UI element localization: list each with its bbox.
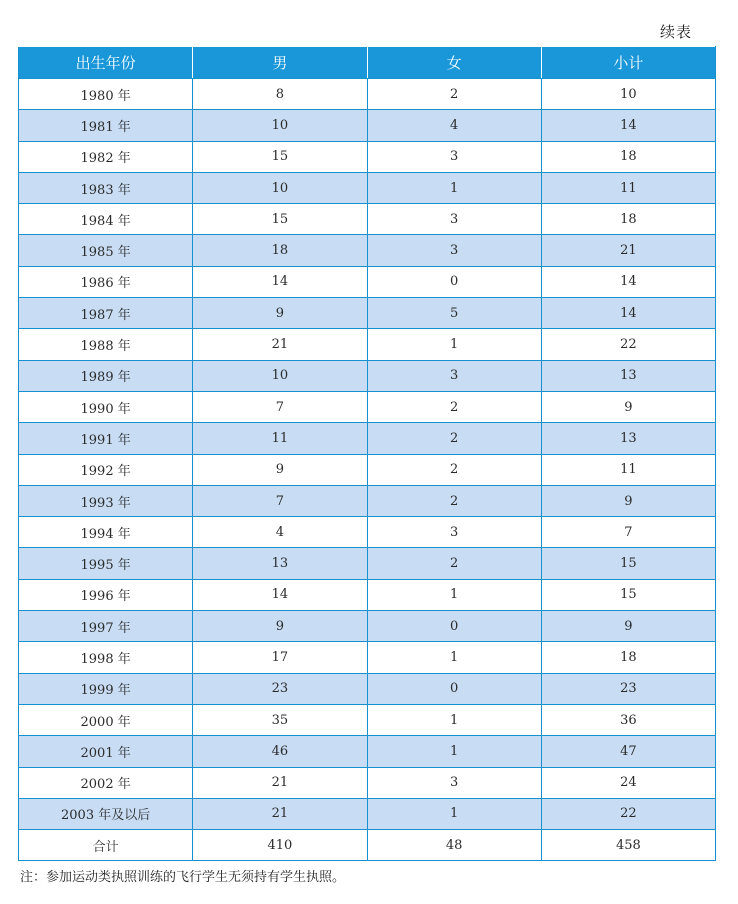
male-count-cell: 11 [193,423,367,454]
male-count-cell: 10 [193,172,367,203]
birth-year-cell: 1994 年 [19,517,193,548]
male-count-cell: 21 [193,329,367,360]
female-count-cell: 3 [367,235,541,266]
male-count-cell: 10 [193,110,367,141]
birth-year-cell: 1989 年 [19,360,193,391]
female-count-cell: 1 [367,329,541,360]
table-row [19,611,716,642]
subtotal-cell: 22 [541,798,715,829]
subtotal-cell: 7 [541,517,715,548]
subtotal-cell: 10 [541,79,715,110]
table-row [19,172,716,203]
male-count-cell: 4 [193,517,367,548]
birth-year-cell: 1988 年 [19,329,193,360]
male-count-cell: 410 [193,830,367,861]
birth-year-cell: 1982 年 [19,141,193,172]
continued-table-label: 续表 [659,23,692,41]
birth-year-cell: 1987 年 [19,298,193,329]
male-count-cell: 9 [193,298,367,329]
table-row [19,517,716,548]
birth-year-cell: 1996 年 [19,579,193,610]
table-row [19,485,716,516]
subtotal-cell: 15 [541,548,715,579]
table-row [19,454,716,485]
table-row [19,579,716,610]
male-count-cell: 14 [193,579,367,610]
subtotal-cell: 13 [541,360,715,391]
birth-year-cell: 1990 年 [19,391,193,422]
female-count-cell: 3 [367,141,541,172]
female-count-cell: 2 [367,391,541,422]
table-body [19,79,716,861]
male-count-cell: 10 [193,360,367,391]
birth-year-cell: 1984 年 [19,204,193,235]
female-count-cell: 3 [367,204,541,235]
subtotal-cell: 458 [541,830,715,861]
table-row [19,110,716,141]
table-header-row [19,47,716,79]
total-row [19,830,716,861]
female-count-cell: 1 [367,642,541,673]
male-count-cell: 46 [193,736,367,767]
birth-year-cell: 1993 年 [19,485,193,516]
birth-year-cell: 2003 年及以后 [19,798,193,829]
table-row [19,329,716,360]
male-count-cell: 14 [193,266,367,297]
male-count-cell: 21 [193,798,367,829]
subtotal-cell: 18 [541,141,715,172]
female-count-cell: 48 [367,830,541,861]
female-count-cell: 1 [367,798,541,829]
subtotal-cell: 24 [541,767,715,798]
female-count-cell: 0 [367,266,541,297]
birth-year-cell: 1999 年 [19,673,193,704]
male-count-cell: 9 [193,454,367,485]
female-count-cell: 3 [367,517,541,548]
table-row [19,360,716,391]
subtotal-cell: 9 [541,485,715,516]
female-count-cell: 1 [367,736,541,767]
table-row [19,704,716,735]
female-count-cell: 2 [367,423,541,454]
table-row [19,423,716,454]
male-count-cell: 17 [193,642,367,673]
female-count-cell: 3 [367,360,541,391]
male-count-cell: 9 [193,611,367,642]
female-count-cell: 0 [367,673,541,704]
male-count-cell: 13 [193,548,367,579]
male-count-cell: 18 [193,235,367,266]
female-count-cell: 1 [367,579,541,610]
subtotal-cell: 22 [541,329,715,360]
birth-year-cell: 1991 年 [19,423,193,454]
subtotal-cell: 36 [541,704,715,735]
male-count-cell: 21 [193,767,367,798]
birth-year-cell: 1997 年 [19,611,193,642]
birth-year-cell: 2002 年 [19,767,193,798]
female-count-cell: 2 [367,454,541,485]
table-row [19,548,716,579]
table-row [19,798,716,829]
header-female: 女 [367,47,541,79]
male-count-cell: 15 [193,141,367,172]
subtotal-cell: 13 [541,423,715,454]
table-row [19,79,716,110]
subtotal-cell: 18 [541,204,715,235]
table-footnote: 注：参加运动类执照训练的飞行学生无须持有学生执照。 [20,870,346,885]
birth-year-cell: 1981 年 [19,110,193,141]
table-row [19,266,716,297]
female-count-cell: 1 [367,172,541,203]
male-count-cell: 23 [193,673,367,704]
subtotal-cell: 15 [541,579,715,610]
birth-year-cell: 合计 [19,830,193,861]
subtotal-cell: 9 [541,611,715,642]
birth-year-cell: 1980 年 [19,79,193,110]
male-count-cell: 8 [193,79,367,110]
table-row [19,298,716,329]
birth-year-cell: 2000 年 [19,704,193,735]
female-count-cell: 3 [367,767,541,798]
subtotal-cell: 14 [541,266,715,297]
male-count-cell: 7 [193,391,367,422]
subtotal-cell: 21 [541,235,715,266]
table-row [19,767,716,798]
birth-year-gender-table [18,46,716,861]
table-row [19,235,716,266]
birth-year-cell: 1995 年 [19,548,193,579]
header-male: 男 [193,47,367,79]
table-row [19,736,716,767]
subtotal-cell: 14 [541,298,715,329]
subtotal-cell: 11 [541,454,715,485]
subtotal-cell: 18 [541,642,715,673]
table-row [19,141,716,172]
female-count-cell: 2 [367,548,541,579]
birth-year-cell: 1983 年 [19,172,193,203]
table-row [19,204,716,235]
male-count-cell: 35 [193,704,367,735]
subtotal-cell: 11 [541,172,715,203]
subtotal-cell: 14 [541,110,715,141]
birth-year-cell: 1998 年 [19,642,193,673]
female-count-cell: 1 [367,704,541,735]
header-subtotal: 小计 [541,47,715,79]
subtotal-cell: 9 [541,391,715,422]
header-birth-year: 出生年份 [19,47,193,79]
female-count-cell: 4 [367,110,541,141]
subtotal-cell: 23 [541,673,715,704]
male-count-cell: 15 [193,204,367,235]
female-count-cell: 0 [367,611,541,642]
female-count-cell: 5 [367,298,541,329]
birth-year-cell: 1992 年 [19,454,193,485]
female-count-cell: 2 [367,79,541,110]
birth-year-cell: 2001 年 [19,736,193,767]
table-row [19,391,716,422]
male-count-cell: 7 [193,485,367,516]
table-row [19,673,716,704]
subtotal-cell: 47 [541,736,715,767]
birth-year-cell: 1986 年 [19,266,193,297]
table-row [19,642,716,673]
birth-year-cell: 1985 年 [19,235,193,266]
female-count-cell: 2 [367,485,541,516]
